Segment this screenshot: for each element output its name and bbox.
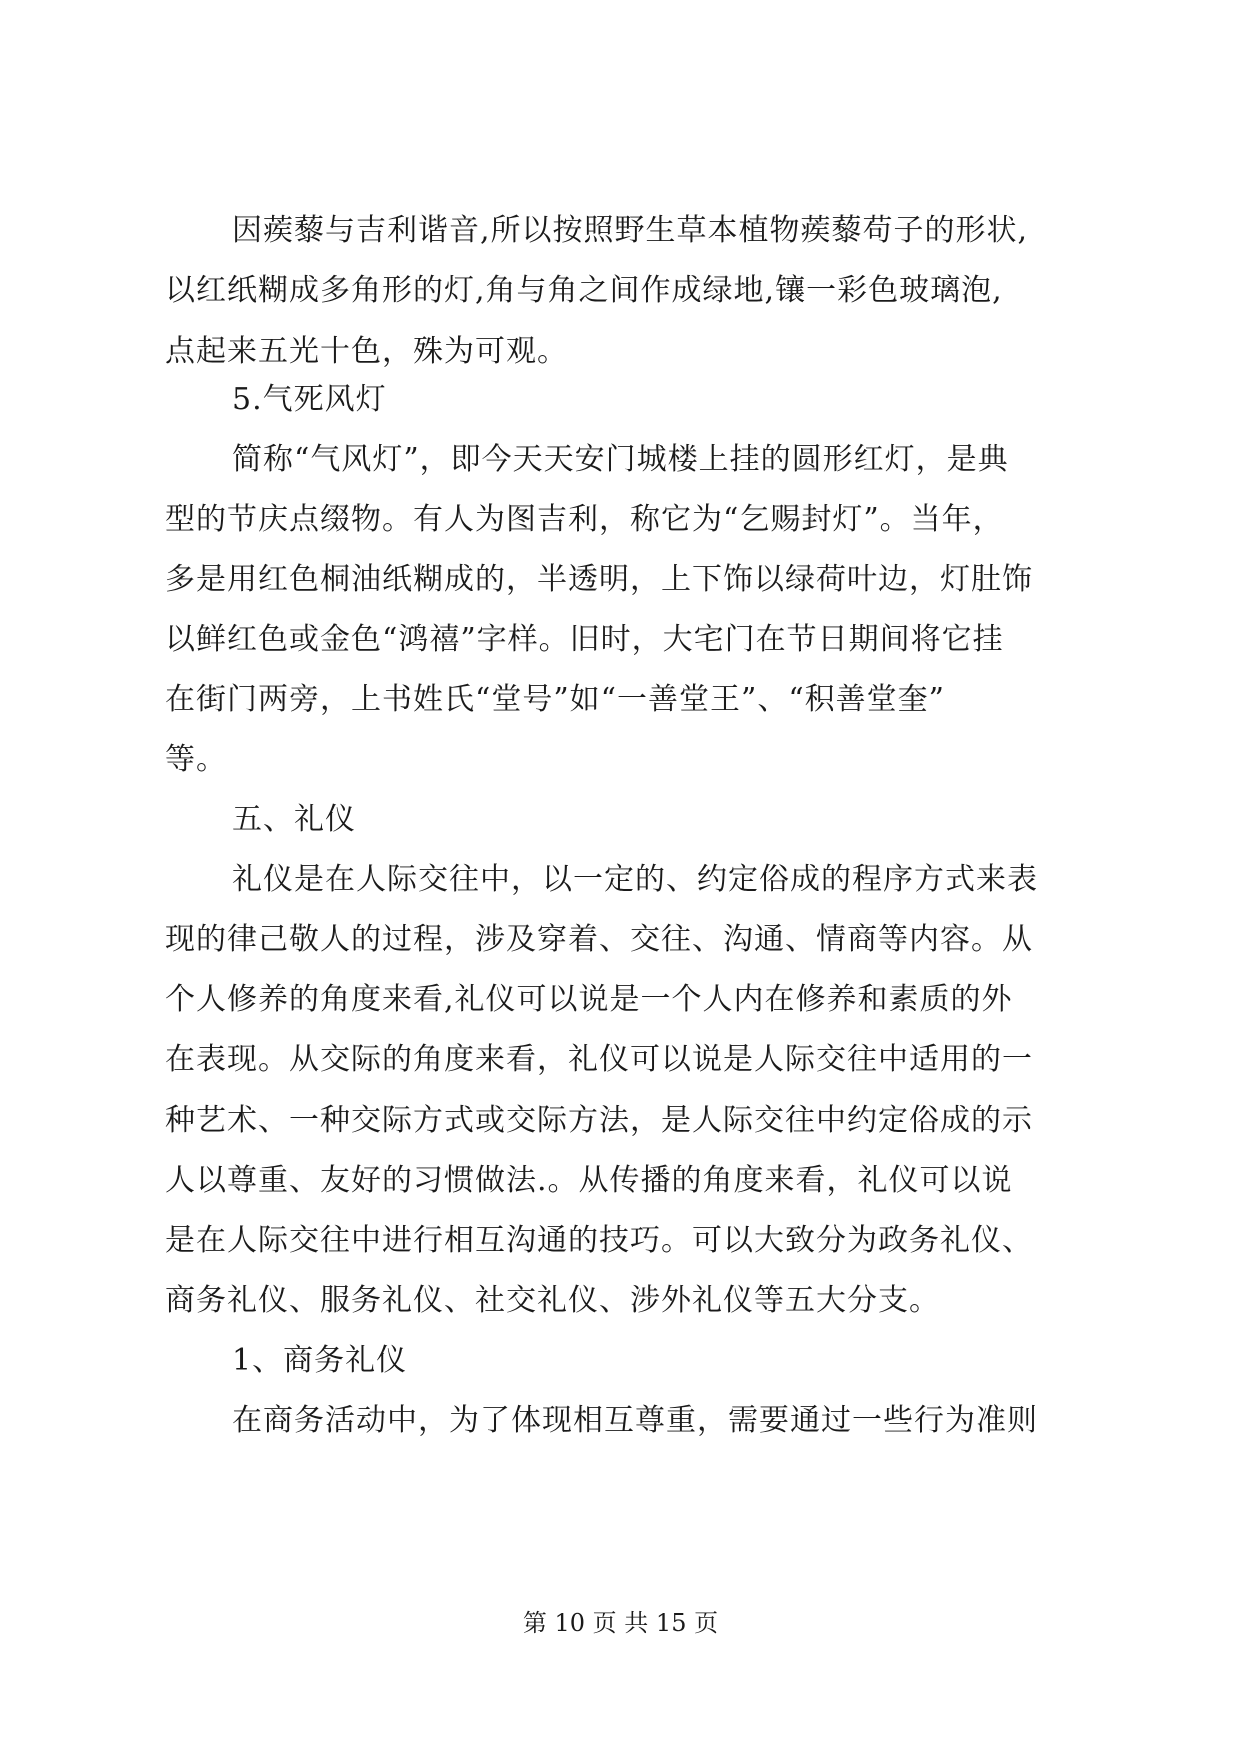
paragraph-line: 简称“气风灯”，即今天天安门城楼上挂的圆形红灯，是典 xyxy=(232,442,1009,477)
paragraph-line: 现的律己敬人的过程，涉及穿着、交往、沟通、情商等内容。从 xyxy=(165,922,1033,957)
paragraph-line: 以鲜红色或金色“鸿禧”字样。旧时，大宅门在节日期间将它挂 xyxy=(165,622,1004,657)
paragraph-line: 商务礼仪、服务礼仪、社交礼仪、涉外礼仪等五大分支。 xyxy=(165,1283,940,1318)
paragraph-line: 型的节庆点缀物。有人为图吉利，称它为“乞赐封灯”。当年， xyxy=(165,502,1004,537)
paragraph-line: 以红纸糊成多角形的灯,角与角之间作成绿地,镶一彩色玻璃泡, xyxy=(165,273,1003,308)
paragraph-line: 是在人际交往中进行相互沟通的技巧。可以大致分为政务礼仪、 xyxy=(165,1223,1033,1258)
paragraph-line: 多是用红色桐油纸糊成的，半透明，上下饰以绿荷叶边，灯肚饰 xyxy=(165,562,1033,597)
paragraph-line: 个人修养的角度来看,礼仪可以说是一个人内在修养和素质的外 xyxy=(165,982,1013,1017)
paragraph-line: 点起来五光十色，殊为可观。 xyxy=(165,334,568,369)
paragraph-line: 在商务活动中，为了体现相互尊重，需要通过一些行为准则 xyxy=(232,1403,1038,1438)
paragraph-line: 在街门两旁，上书姓氏“堂号”如“一善堂王”、“积善堂奎” xyxy=(165,682,946,717)
page-number-footer: 第 10 页 共 15 页 xyxy=(522,1609,719,1637)
section-heading: 五、礼仪 xyxy=(232,802,356,837)
paragraph-line: 因蒺藜与吉利谐音,所以按照野生草本植物蒺藜苟子的形状, xyxy=(232,213,1029,248)
paragraph-line: 种艺术、一种交际方式或交际方法，是人际交往中约定俗成的示 xyxy=(165,1103,1033,1138)
paragraph-line: 在表现。从交际的角度来看，礼仪可以说是人际交往中适用的一 xyxy=(165,1042,1033,1077)
paragraph-line: 人以尊重、友好的习惯做法.。从传播的角度来看，礼仪可以说 xyxy=(165,1163,1013,1198)
subheading: 5.气死风灯 xyxy=(232,382,387,417)
paragraph-line: 等。 xyxy=(165,742,227,777)
subheading: 1、商务礼仪 xyxy=(232,1343,408,1378)
paragraph-line: 礼仪是在人际交往中，以一定的、约定俗成的程序方式来表 xyxy=(232,862,1038,897)
